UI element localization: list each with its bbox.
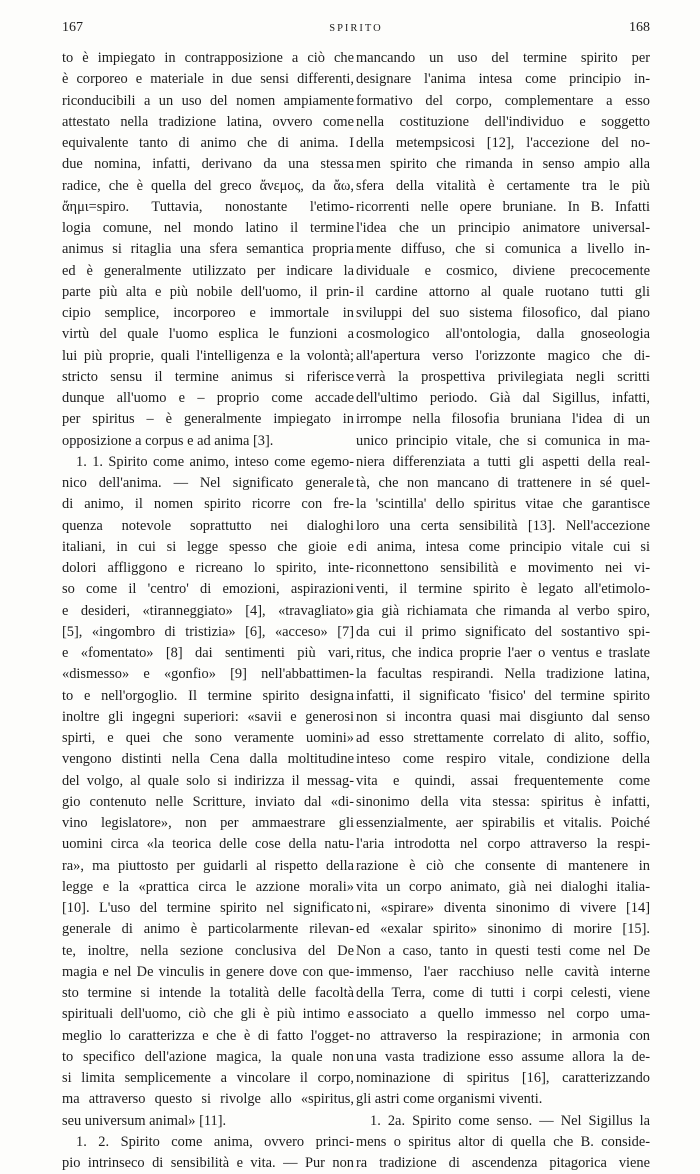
text-line: ed «exalar spirito» sinonimo di morire [15]. (356, 921, 650, 938)
text-line: immenso, l'aer racchiuso nelle cavità interne (356, 963, 650, 980)
text-line: ra tradizione di ascendenza pitagorica viene (356, 1155, 650, 1171)
text-line: ἄημι=spiro. Tuttavia, nonostante l'etimo- (62, 198, 354, 215)
text-line: magia e nel De vinculis in genere dove con que- (62, 963, 354, 980)
text-line: pio intrinseco di sensibilità e vita. — Pur non (62, 1155, 354, 1171)
text-line: opposizione a corpus e ad anima [3]. (62, 432, 274, 449)
text-line: spirituali dell'uomo, ciò che gli è più intimo e (62, 1006, 354, 1023)
text-line: della Terra, come di tutti i corpi celesti, viene (356, 985, 650, 1001)
text-line: legge e la «prattica circa le azzione morali» (62, 878, 354, 895)
text-line: ra», ma piuttosto per guidarli al rispetto della (62, 857, 354, 874)
text-line: ni, «spirare» diventa sinonimo di vivere [14] (356, 900, 650, 916)
text-line: formativo del corpo, complementare a esso (356, 92, 650, 109)
running-title: SPIRITO (329, 23, 383, 34)
text-line: seu universum animal» [11]. (62, 1112, 227, 1129)
text-line: parte più alta e più nobile dell'uomo, il prin- (62, 283, 354, 300)
text-line: te, inoltre, nella sezione conclusiva del De (62, 942, 354, 959)
text-line: nella costituzione dell'individuo e soggetto (356, 113, 650, 130)
text-line: generale di animo è particolarmente rilevan- (62, 921, 354, 938)
text-line: di animo, il nomen spirito ricorre con fre- (62, 496, 354, 513)
text-line: loro una certa sensibilità [13]. Nell'accezione (356, 517, 650, 534)
text-line: è corporeo e materiale in due sensi differenti, (62, 71, 354, 88)
text-line: vino legislatore», non per ammaestrare gli (62, 815, 354, 831)
text-line: inteso come respiro vitale, condizione della (356, 751, 650, 768)
text-line: spirti, e quei che sono veramente uomini» (62, 730, 354, 746)
text-line: [10]. L'uso del termine spirito nel significato (62, 900, 354, 916)
text-line: mente diffuso, che si comunica a livello in- (356, 241, 650, 258)
text-line: razione è ciò che consente di mantenere in (356, 857, 650, 874)
text-line: [5], «ingombro di tristizia» [6], «acceso» [7] (62, 623, 354, 640)
text-line: all'apertura verso l'orizzonte magico che di- (356, 347, 650, 364)
text-line: per spiritus – è generalmente impiegato in (62, 411, 354, 428)
text-line: gia già richiamata che rimanda al verbo spiro, (356, 602, 650, 619)
text-line: la facultas respirandi. Nella tradizione latina, (356, 666, 650, 683)
text-line: radice, che è quella del greco ἄνεμος, da ἄω, (62, 177, 354, 194)
text-line: meglio lo caratterizza e che è di fatto l'ogget- (62, 1027, 354, 1044)
text-line: vita e quindi, assai frequentemente come (356, 772, 650, 789)
text-line: il cardine attorno al quale ruotano tutti gli (356, 283, 650, 300)
text-line: 1. 2a. Spirito come senso. — Nel Sigillus la (370, 1112, 650, 1129)
text-line: virtù del quale l'uomo esplica le funzioni a (62, 326, 354, 343)
text-line: gli astri come organismi viventi. (356, 1091, 543, 1108)
text-line: to specifico dell'azione magica, la quale non (62, 1048, 354, 1065)
text-line: ritus, che indica proprie l'aer o ventus e traslate (356, 645, 650, 661)
text-line: men spirito che rimanda in senso ampio alla (356, 156, 650, 173)
text-line: inoltre gli ingegni superiori: «savii e generosi (62, 708, 354, 725)
text-line: gio contenuto nelle Scritture, inviato dal «di- (62, 793, 354, 810)
text-line: vengono distinti nella Cena dalla moltitudine (62, 751, 354, 768)
text-line: niera differenziata a tutti gli aspetti della real- (356, 453, 650, 470)
text-line: del volgo, al quale solo si indirizza il messag- (62, 772, 354, 789)
text-line: nominazione di spiritus [16], caratterizzando (356, 1070, 650, 1086)
text-line: logia comune, nel mondo latino il termine (62, 220, 354, 236)
text-line: ad esso strettamente correlato di alito, soffio, (356, 730, 650, 746)
left-text-column (62, 48, 354, 1174)
text-line: no attraverso la respirazione; in armonia con (356, 1027, 650, 1044)
text-line: so come il 'centro' di emozioni, aspirazioni (62, 581, 354, 598)
text-line: ma attraverso questo si rivolge allo «spiritus, (62, 1091, 354, 1108)
text-line: e «fomentato» [8] dai sentimenti più vari, (62, 645, 354, 661)
text-line: italiani, in cui si legge spesso che gioie e (62, 538, 354, 555)
text-line: ed è generalmente utilizzato per indicare la (62, 262, 354, 279)
text-line: attestato nella tradizione latina, ovvero come (62, 113, 354, 130)
text-line: cipio semplice, incorporeo e immortale in (62, 305, 354, 321)
text-line: 1. 1. Spirito come animo, inteso come egemo- (76, 453, 354, 470)
text-line: tà, che non mancano di trattenere in sé quel- (356, 475, 650, 491)
text-line: ricorrenti nelle opere bruniane. In B. Infatti (356, 198, 650, 215)
text-line: dell'ultimo periodo. Già dal Sigillus, infatti, (356, 390, 650, 406)
text-line: irrompe nella filosofia bruniana l'idea di un (356, 411, 650, 428)
text-line: uomini circa «la teorica delle cose della natu- (62, 836, 354, 853)
text-line: l'aria introdotta nel corpo attraverso la respi- (356, 836, 650, 853)
text-line: lui più proprie, quali l'intelligenza e la volontà; (62, 347, 354, 364)
text-line: da cui il primo significato del sostantivo spi- (356, 623, 650, 640)
text-line: Non a caso, tanto in questi testi come nel De (356, 942, 650, 959)
text-line: unico principio vitale, che si comunica in ma- (356, 432, 650, 449)
text-line: verrà la prospettiva privilegiata negli scritti (356, 368, 650, 385)
text-line: 1. 2. Spirito come anima, ovvero princi- (76, 1133, 354, 1150)
text-line: mancando un uso del termine spirito per (356, 50, 650, 66)
text-line: dividuale e cosmico, diviene precocemente (356, 262, 650, 279)
text-line: vita un corpo animato, già nei dialoghi italia- (356, 878, 650, 895)
text-line: associato a quello immesso nel corpo uma- (356, 1006, 650, 1023)
text-line: la 'scintilla' dello spiritus vitae che garantisce (356, 496, 650, 513)
text-line: to e nell'orgoglio. Il termine spirito designa (62, 687, 354, 704)
text-line: non si incontra quasi mai disgiunto dal senso (356, 708, 650, 725)
text-line: sinonimo della vita stessa: spiritus è infatti, (356, 793, 650, 810)
text-line: due nomina, infatti, derivano da una stessa (62, 156, 354, 173)
right-text-column (356, 48, 650, 1174)
running-header (62, 20, 650, 42)
text-line: sviluppi del suo sistema filosofico, dal piano (356, 305, 650, 321)
text-line: sto termine si intende la totalità delle facoltà (62, 985, 354, 1001)
text-line: designare l'anima intesa come principio in- (356, 71, 650, 88)
text-line: riconnettono sensibilità e movimento nei vi- (356, 560, 650, 576)
text-line: «dismesso» e «gonfio» [9] nell'abbattimen- (62, 666, 354, 683)
text-line: venti, il termine spirito è legato all'etimolo- (356, 581, 650, 598)
page-number-left: 167 (62, 20, 83, 35)
text-line: l'idea che un principio animatore universal- (356, 220, 650, 236)
text-line: dolori affliggono e ricreano lo spirito, inte- (62, 560, 354, 576)
text-line: riconducibili a un uso del nomen ampiamente (62, 92, 354, 109)
text-line: quenza notevole soprattutto nei dialoghi (62, 517, 354, 534)
text-line: si limita semplicemente a vincolare il corpo, (62, 1070, 354, 1086)
text-line: equivalente tanto di animo che di anima. I (62, 135, 354, 151)
text-line: essenzialmente, aer spirabilis et vitalis. Poiché (356, 815, 650, 831)
page-number-right: 168 (629, 20, 650, 35)
text-line: to è impiegato in contrapposizione a ciò che (62, 50, 354, 66)
text-line: mens o spiritus altor di quella che B. conside- (356, 1133, 650, 1150)
text-line: di anima, intesa come principio vitale cui si (356, 538, 650, 555)
text-line: stricto sensu il termine animus si riferisce (62, 368, 354, 385)
text-line: infatti, il significato 'fisico' del termine spirito (356, 687, 650, 704)
text-line: cosmologico all'ontologia, dalla gnoseologia (356, 326, 650, 343)
text-line: dunque all'uomo e – proprio come accade (62, 390, 354, 406)
text-line: e desideri, «tiranneggiato» [4], «travagliato» (62, 602, 354, 619)
text-line: nico dell'anima. — Nel significato generale (62, 475, 354, 491)
text-line: una vasta tradizione esso assume allora la de- (356, 1048, 650, 1065)
text-line: animus si ritaglia una sfera semantica propria (62, 241, 354, 258)
text-line: della metempsicosi [12], l'accezione del no- (356, 135, 650, 151)
text-line: sfera della vitalità è certamente tra le più (356, 177, 650, 194)
